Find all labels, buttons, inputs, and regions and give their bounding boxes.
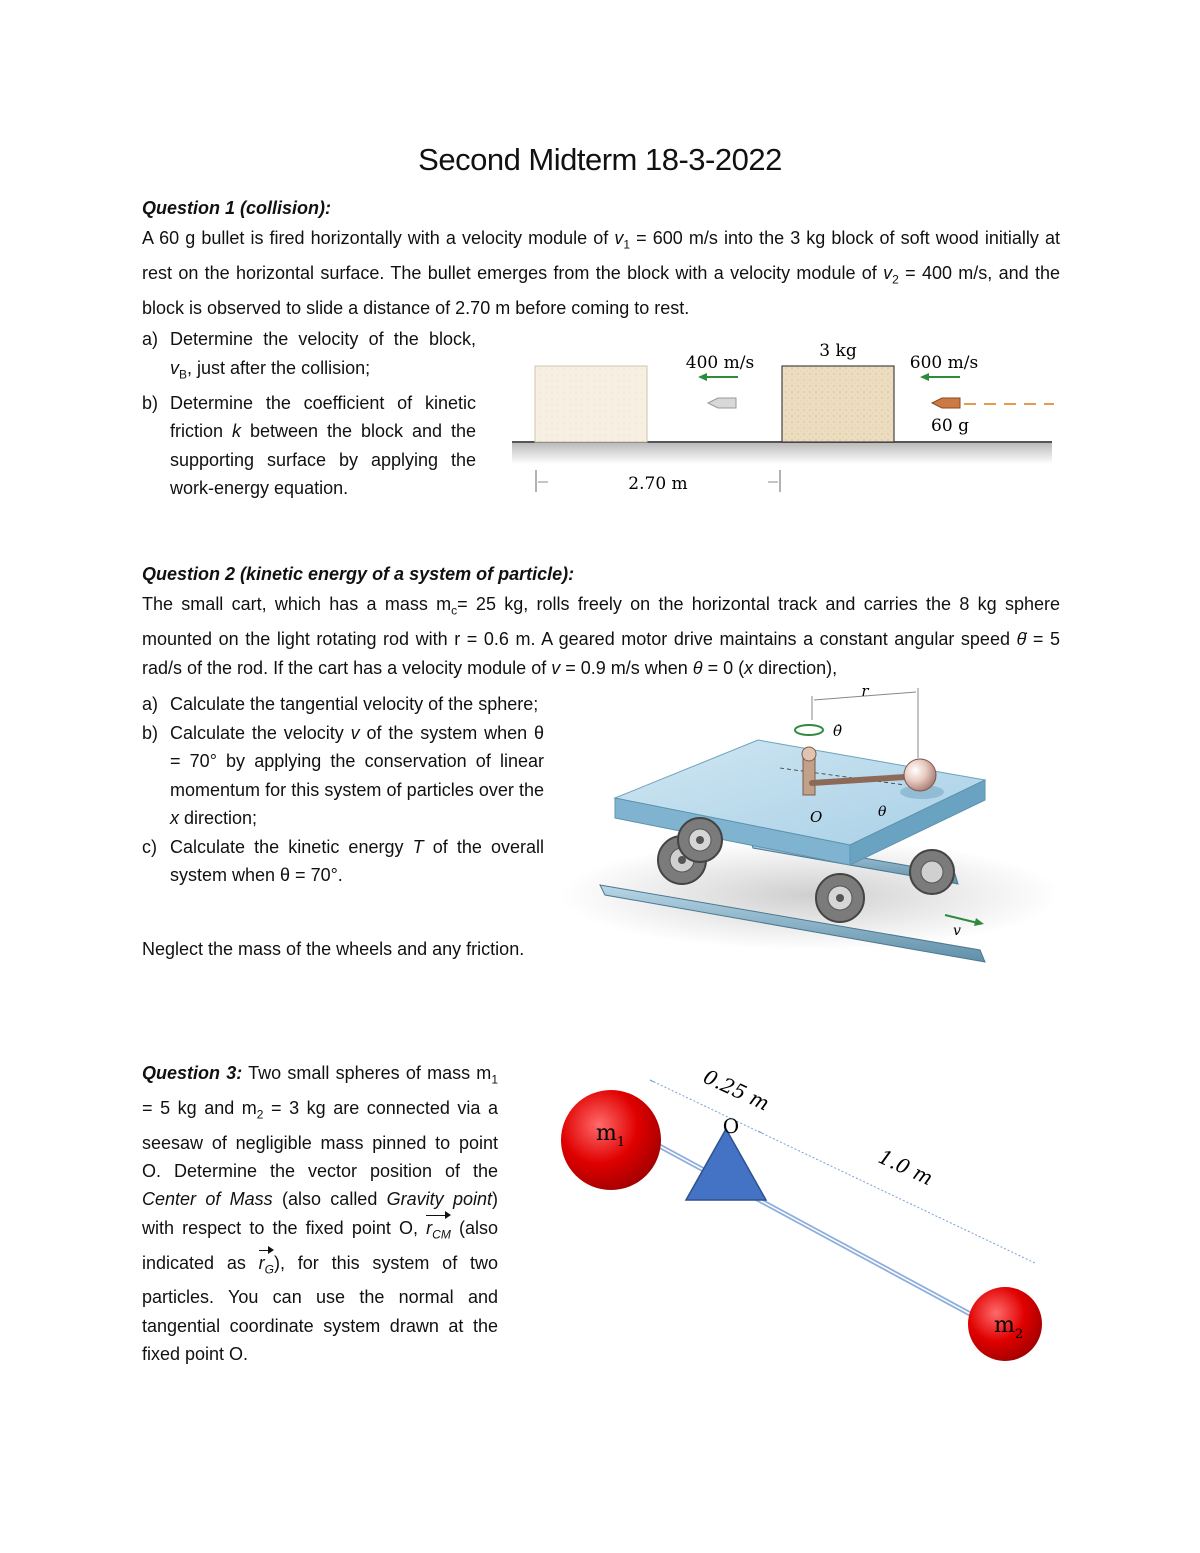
block-final-position [535,366,647,442]
q2-heading: Question 2 (kinetic energy of a system of particle): [142,564,575,584]
vector-rcm: $r_{CM}$ [426,1214,451,1249]
q1-part-a: a) Determine the velocity of the block, $v_B$, just after the collision; [142,329,476,382]
label-theta-dot: θ̇ [833,722,843,740]
q2-part-a: a) Calculate the tangential velocity of the sphere; [142,694,539,714]
label-m1: $m_1$ [596,1121,626,1150]
label-v: v [953,923,961,939]
label-3kg: 3 kg [819,341,857,361]
wheel-front-left [678,818,722,862]
label-400: 400 m/s [685,353,755,373]
label-025: 0.25 m [699,1064,774,1116]
arrowhead-400-icon [698,373,707,381]
q1-subquestions [142,325,476,503]
pivot-cap [802,747,816,761]
q1-heading: Question 1 (collision): [142,198,332,218]
q2-intro: The small cart, which has a mass $m_c= 25$ kg, rolls freely on the horizontal track and carries the 8 kg sphere mounted on the light rotating rod with r = 0.6 m. A geared motor drive maintains a constant angular speed θ̇ = 5 rad/s of the rod. If the cart has a velocity module of v = 0.9 m/s when θ = 0 (x direction), [142,594,1060,678]
page-title: Second Midterm 18-3-2022 [418,142,782,177]
bullet-incoming-icon [932,398,960,408]
block-3kg [782,366,894,442]
dim-tick-start [650,1080,654,1082]
label-m2: $m_2$ [994,1313,1024,1342]
label-60g: 60 g [931,416,969,436]
q2-subquestions [142,690,544,890]
q2-part-c: c) Calculate the kinetic energy T of the overall system when θ = 70°. [142,836,545,885]
q1-part-b: b) Determine the coefficient of kinetic friction k between the block and the supporting surface by applying the work-energy equation. [142,392,476,499]
q1-figure [508,330,1056,500]
sphere-8kg [904,759,936,791]
bullet-exit-icon [708,398,736,408]
label-10: 1.0 m [874,1144,937,1191]
q3-figure [550,1060,1050,1365]
label-O: O [810,808,823,826]
q3-text: Question 3: Two small spheres of mass $m_1 = 5$ kg and $m_2 = 3$ kg are connected via a seesaw of negligible mass pinned to point O. Determine the vector position of the Center of Mass (also called Gravity point) with respect to the fixed point O, $r_{CM}$ (also indicated as $r_G$), for this system of two particles. You can use the normal and tangential coordinate system drawn at the fixed point O. [142,1063,499,1365]
seesaw-bar-highlight [615,1122,985,1322]
q1-intro: A 60 g bullet is fired horizontally with a velocity module of $v_1 = 600$ m/s into the 3 kg block of soft wood initially at rest on the horizontal surface. The bullet emerges from the block with a velocity module of $v_2 = 400$ m/s, and the block is observed to slide a distance of 2.70 m before coming to rest. [142,228,1061,319]
label-r: r [861,682,869,700]
label-O: O [722,1114,740,1138]
wheel-front-right [816,874,864,922]
arrowhead-600-icon [920,373,929,381]
label-distance: 2.70 m [628,474,688,494]
label-theta: θ [878,804,887,820]
ground-surface [512,442,1052,464]
q3-heading: Question 3: [142,1063,243,1083]
q2-part-b: b) Calculate the velocity v of the system when θ = 70° by applying the conservation of linear momentum for this system of particles over the x direction; [142,722,545,828]
q2-neglect: Neglect the mass of the wheels and any friction. [142,939,525,959]
wheel-back-right [910,850,954,894]
q2-figure [560,680,1060,980]
label-600: 600 m/s [909,353,979,373]
rotation-arrow-icon [795,725,823,735]
vector-rg: $r_G$ [259,1249,274,1284]
